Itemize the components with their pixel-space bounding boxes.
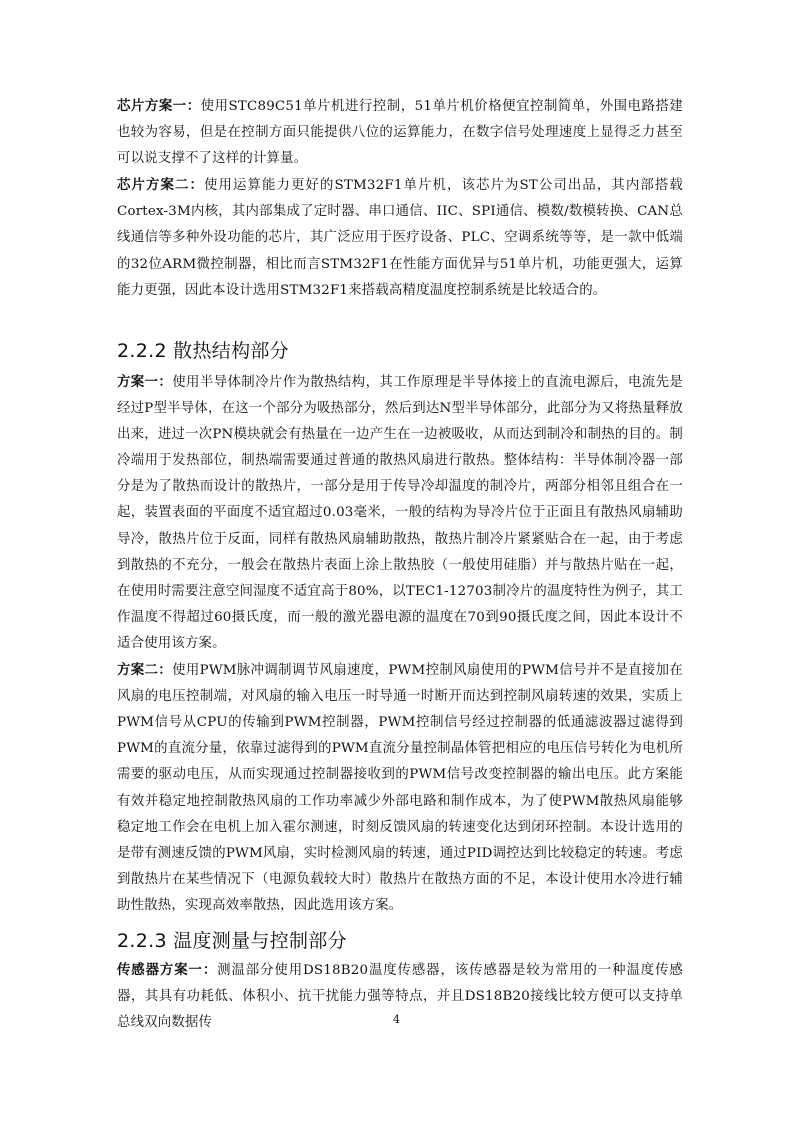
cooling-option-1-label: 方案一：: [117, 374, 173, 390]
section-heading-temperature: 2.2.3 温度测量与控制部分: [117, 930, 347, 952]
chip-option-1-text: 使用STC89C51单片机进行控制，51单片机价格便宜控制简单，外围电路搭建也较为容易，但是在控制方面只能提供八位的运算能力，在数字信号处理速度上显得乏力甚至可以说支撑不了这样的计算量。: [117, 99, 684, 167]
section-heading-cooling: 2.2.2 散热结构部分: [117, 340, 289, 362]
chip-option-2-text: 使用运算能力更好的STM32F1单片机，该芯片为ST公司出品，其内部搭载Cortex-3M内核，其内部集成了定时器、串口通信、IIC、SPI通信、模数/数模转换、CAN总线通信等多种外设功能的芯片，其广泛应用于医疗设备、PLC、空调系统等等，是一款中低端的32位ARM微控制器，相比而言STM32F1在性能方面优异与51单片机，功能更强大，运算能力更强，因此本设计选用STM32F1来搭载高精度温度控制系统是比较适合的。: [117, 178, 684, 298]
page-number: 4: [393, 1013, 400, 1026]
sensor-option-1-text: 测温部分使用DS18B20温度传感器，该传感器是较为常用的一种温度传感器，其具有功耗低、体积小、抗干扰能力强等特点，并且DS18B20接线比较方便可以支持单总线双向数据传: [117, 963, 683, 1031]
cooling-option-2: [117, 657, 683, 919]
chip-option-2-label: 芯片方案二：: [117, 177, 205, 194]
chip-option-1: [117, 93, 683, 172]
cooling-option-1: [117, 369, 683, 657]
cooling-options: [117, 369, 683, 919]
chip-options: [117, 93, 683, 304]
cooling-option-2-label: 方案二：: [117, 662, 173, 679]
cooling-option-2-text: 使用PWM脉冲调制调节风扇速度，PWM控制风扇使用的PWM信号并不是直接加在风扇的电压控制端，对风扇的输入电压一时导通一时断开而达到控制风扇转速的效果，实质上PWM信号从CPU的传输到PWM控制器，PWM控制信号经过控制器的低通滤波器过滤得到PWM的直流分量，依靠过滤得到的PWM直流分量控制晶体管把相应的电压信号转化为电机所需要的驱动电压，从而实现通过控制器接收到的PWM信号改变控制器的输出电压。此方案能有效并稳定地控制散热风扇的工作功率减少外部电路和制作成本，为了使PWM散热风扇能够稳定地工作会在电机上加入霍尔测速，时刻反馈风扇的转速变化达到闭环控制。本设计选用的是带有测速反馈的PWM风扇，实时检测风扇的转速，通过PID调控达到比较稳定的转速。考虑到散热片在某些情况下（电源负载较大时）散热片在散热方面的不足，本设计使用水冷进行辅助性散热，实现高效率散热，因此选用该方案。: [117, 663, 683, 913]
chip-option-2: [117, 172, 683, 303]
sensor-option-1-label: 传感器方案一：: [117, 962, 218, 978]
chip-option-1-label: 芯片方案一：: [117, 98, 201, 114]
cooling-option-1-text: 使用半导体制冷片作为散热结构，其工作原理是半导体接上的直流电源后，电流先是经过P型半导体，在这一个部分为吸热部分，然后到达N型半导体部分，此部分为又将热量释放出来，进过一次PN模块就会有热量在一边产生在一边被吸收，从而达到制冷和制热的目的。制冷端用于发热部位，制热端需要通过普通的散热风扇进行散热。整体结构：半导体制冷器一部分是为了散热而设计的散热片，一部分是用于传导冷却温度的制冷片，两部分相邻且组合在一起，装置表面的平面度不适宜超过0.03毫米，一般的结构为导冷片位于正面且有散热风扇辅助导冷，散热片位于反面，同样有散热风扇辅助散热，散热片制冷片紧紧贴合在一起，由于考虑到散热的不充分，一般会在散热片表面上涂上散热胶（一般使用硅脂）并与散热片贴在一起，在使用时需要注意空间湿度不适宜高于80%，以TEC1-12703制冷片的温度特性为例子，其工作温度不得超过60摄氏度，而一般的激光器电源的温度在70到90摄氏度之间，因此本设计不适合使用该方案。: [117, 375, 683, 651]
